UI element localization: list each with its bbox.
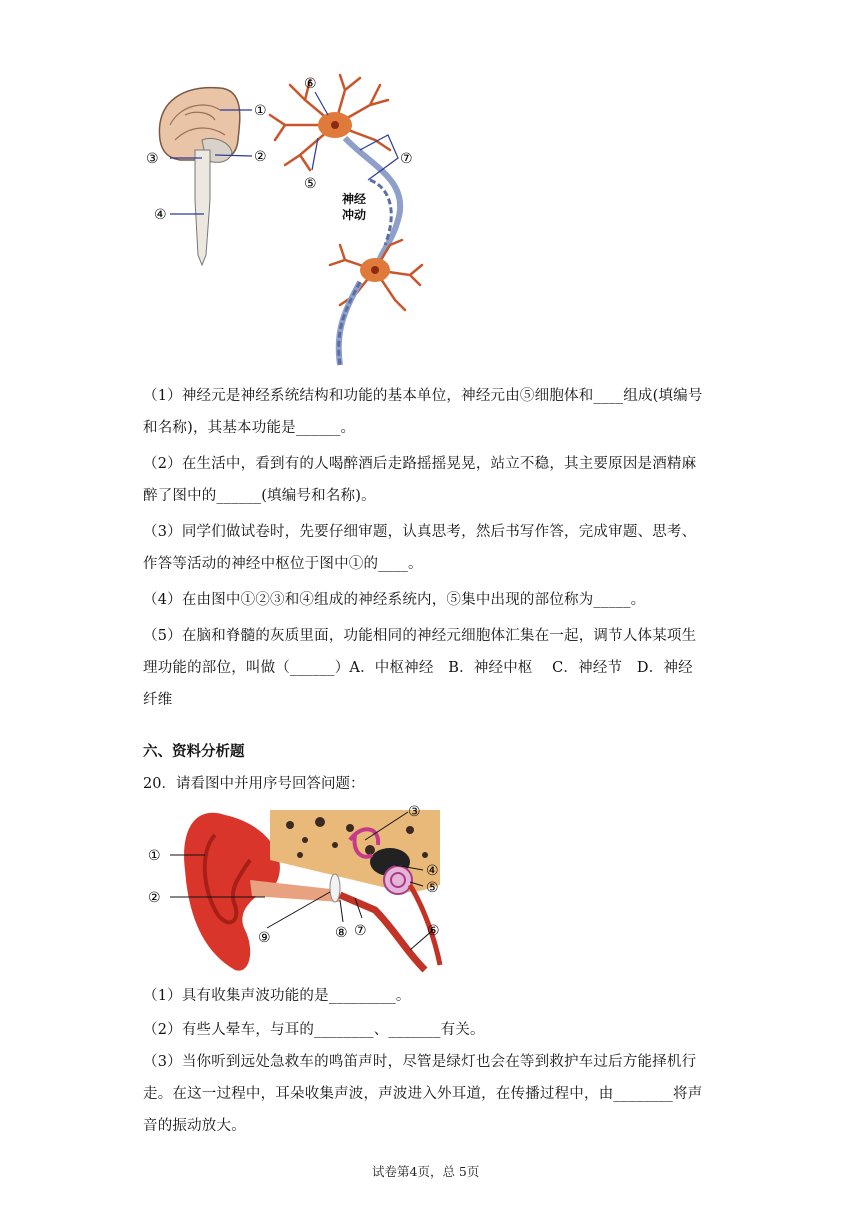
ear-label-3: ③ [408,804,421,820]
text-line: （1）神经元是神经系统结构和功能的基本单位，神经元由⑤细胞体和____组成(填编号 [143,388,703,404]
brain-illustration [159,88,239,265]
text-line: 纤维 [143,692,173,708]
q20-part3 [143,1046,723,1142]
text-line: 走。在这一过程中，耳朵收集声波，声波进入外耳道，在传播过程中，由________将声 [143,1086,703,1102]
q19-part4 [143,584,723,616]
ear-label-2: ② [148,890,161,906]
ear-label-4: ④ [426,863,439,879]
text-line: （3）同学们做试卷时，先要仔细审题，认真思考，然后书写作答，完成审题、思考、 [143,524,697,540]
text-line: 和名称)，其基本功能是______。 [143,420,356,436]
brain-label-1: ① [254,103,267,119]
nervous-system-figure [140,70,440,370]
brain-label-2: ② [254,149,267,165]
ear-label-5: ⑤ [426,880,439,896]
text-line: 理功能的部位，叫做（______）A．中枢神经 B．神经中枢 C．神经节 D．神经 [143,660,693,676]
text-line: （2）在生活中，看到有的人喝醉酒后走路摇摇晃晃，站立不稳，其主要原因是酒精麻 [143,456,697,472]
q19-part5 [143,620,723,716]
ear-illustration [184,810,440,971]
ear-label-9: ⑨ [258,930,271,946]
question-20-intro: 20．请看图中并用序号回答问题： [143,776,365,792]
text-line: （5）在脑和脊髓的灰质里面，功能相同的神经元细胞体汇集在一起，调节人体某项生 [143,628,697,644]
ear-label-6: ⑥ [427,923,440,939]
q20-part2 [143,1014,723,1046]
ear-figure [140,800,460,975]
text-line: 作答等活动的神经中枢位于图中①的____。 [143,556,423,572]
neuron-label-5: ⑤ [304,176,317,192]
q19-part3 [143,516,723,580]
neuron-caption-line1: 神经 [342,192,367,206]
ear-label-1: ① [148,848,161,864]
page-footer: 试卷第4页，总 5页 [372,1164,480,1179]
neuron-label-6: ⑥ [304,76,317,92]
neuron-label-7: ⑦ [400,151,413,167]
text-line: （1）具有收集声波功能的是_________。 [143,988,411,1004]
brain-label-3: ③ [146,151,159,167]
q20-part1 [143,980,723,1012]
ear-label-7: ⑦ [354,923,367,939]
text-line: 醉了图中的______(填编号和名称)。 [143,488,376,504]
text-line: 音的振动放大。 [143,1118,246,1134]
q19-part2 [143,448,723,512]
text-line: （3）当你听到远处急救车的鸣笛声时，尽管是绿灯也会在等到救护车过后方能择机行 [143,1054,697,1070]
q19-part1 [143,380,723,444]
text-line: （4）在由图中①②③和④组成的神经系统内，⑤集中出现的部位称为_____。 [143,592,646,608]
ear-label-8: ⑧ [335,925,348,941]
section-title: 六、资料分析题 [143,743,245,760]
text-line: （2）有些人晕车，与耳的________、_______有关。 [143,1022,485,1038]
neuron-caption-line2: 冲动 [342,208,367,222]
brain-label-4: ④ [154,207,167,223]
